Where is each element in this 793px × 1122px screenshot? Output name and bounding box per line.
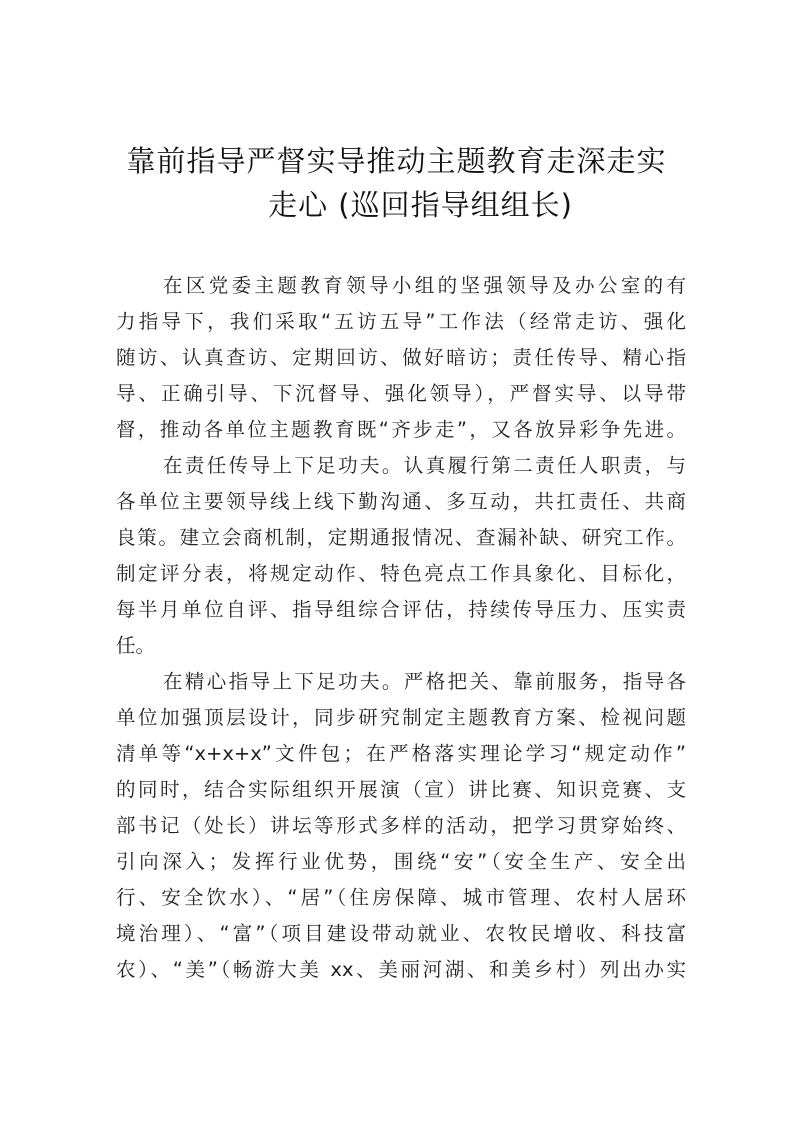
text-line: 的同时，结合实际组织开展演（宣）讲比赛、知识竞赛、支	[116, 778, 686, 801]
paragraph-2	[116, 448, 686, 664]
text-line: 良策。建立会商机制，定期通报情况、查漏补缺、研究工作。	[116, 526, 686, 549]
text-line: 制定评分表，将规定动作、特色亮点工作具象化、目标化，	[116, 562, 686, 585]
document-body	[116, 268, 686, 988]
text-line: 农）、“美”（畅游大美 xx、美丽河湖、和美乡村）列出办实	[116, 958, 686, 981]
text-line: 各单位主要领导线上线下勤沟通、多互动，共扛责任、共商	[116, 490, 686, 513]
text-line: 力指导下，我们采取“五访五导”工作法（经常走访、强化	[116, 310, 686, 333]
document-title-line-2: 走心 (巡回指导组组长)	[268, 188, 573, 222]
paragraph-1	[116, 268, 686, 448]
text-line: 境治理）、“富”（项目建设带动就业、农牧民增收、科技富	[116, 922, 686, 945]
text-line: 督，推动各单位主题教育既“齐步走”，又各放异彩争先进。	[116, 418, 686, 441]
text-line: 在责任传导上下足功夫。认真履行第二责任人职责，与	[163, 454, 686, 477]
text-line: 在区党委主题教育领导小组的坚强领导及办公室的有	[163, 274, 686, 297]
text-line: 行、安全饮水）、“居”（住房保障、城市管理、农村人居环	[116, 886, 686, 909]
text-line: 任。	[116, 634, 156, 657]
document-title-line-1: 靠前指导严督实导推动主题教育走深走实	[126, 144, 667, 178]
text-line: 导、正确引导、下沉督导、强化领导），严督实导、以导带	[116, 382, 686, 405]
text-line: 单位加强顶层设计，同步研究制定主题教育方案、检视问题	[116, 706, 686, 729]
text-line: 引向深入；发挥行业优势，围绕“安”（安全生产、安全出	[116, 850, 686, 873]
text-line: 清单等“x+x+x”文件包；在严格落实理论学习“规定动作”	[116, 742, 686, 765]
text-line: 在精心指导上下足功夫。严格把关、靠前服务，指导各	[163, 670, 686, 693]
paragraph-3	[116, 664, 686, 988]
text-line: 部书记（处长）讲坛等形式多样的活动，把学习贯穿始终、	[116, 814, 686, 837]
text-line: 随访、认真查访、定期回访、做好暗访；责任传导、精心指	[116, 346, 686, 369]
text-line: 每半月单位自评、指导组综合评估，持续传导压力、压实责	[116, 598, 686, 621]
